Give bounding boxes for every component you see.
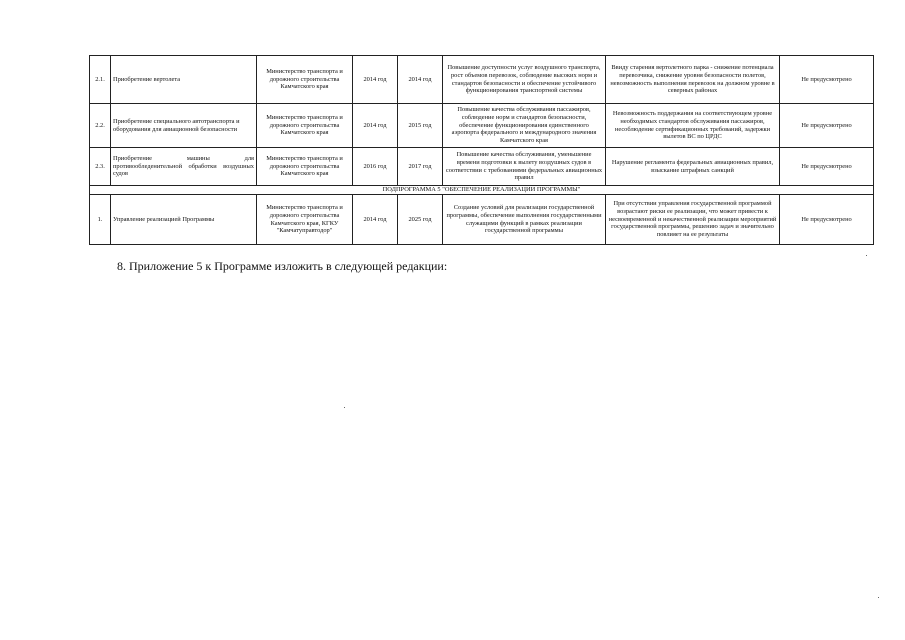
activity-name: Приобретение вертолета xyxy=(111,56,257,104)
end-year: 2025 год xyxy=(398,195,443,245)
scan-speck xyxy=(878,597,879,598)
section-heading: 8. Приложение 5 к Программе изложить в следующей редакции: xyxy=(117,259,448,273)
scan-speck xyxy=(866,255,867,256)
consequence: Ввиду старения вертолетного парка - снижение потенциала перевозчика, снижение уровня безопасности полетов, невозможность выполнения перевозок на должном уровне в северных районах xyxy=(606,56,780,104)
end-year: 2017 год xyxy=(398,148,443,186)
consequence: Невозможность поддержания на соответствующем уровне необходимых стандартов обслуживания пассажиров, несоблюдение сертификационных требований, задержки вылетов ВС по ЦРДС xyxy=(606,104,780,148)
start-year: 2014 год xyxy=(353,195,398,245)
activities-table xyxy=(89,55,874,245)
table-row xyxy=(90,56,874,104)
indicator-link: Не предусмотрено xyxy=(780,104,874,148)
program-activities-table xyxy=(89,55,873,245)
end-year: 2014 год xyxy=(398,56,443,104)
consequence: При отсутствии управления государственной программой возрастают риски ее реализации, что может привести к несвоевременной и некачественной реализации мероприятий государственной программы, решению задач и значительно повлияет на ее результаты xyxy=(606,195,780,245)
indicator-link: Не предусмотрено xyxy=(780,148,874,186)
end-year: 2015 год xyxy=(398,104,443,148)
executor: Министерство транспорта и дорожного строительства Камчатского края xyxy=(257,148,353,186)
scan-speck xyxy=(344,407,345,408)
table-row xyxy=(90,104,874,148)
consequence: Нарушение регламента федеральных авиационных правил, взыскание штрафных санкций xyxy=(606,148,780,186)
row-number: 2.2. xyxy=(90,104,111,148)
activity-name: Приобретение специального автотранспорта и оборудования для авиационной безопасности xyxy=(111,104,257,148)
subprogram-title: ПОДПРОГРАММА 5 "ОБЕСПЕЧЕНИЕ РЕАЛИЗАЦИИ ПРОГРАММЫ" xyxy=(90,186,874,195)
executor: Министерство транспорта и дорожного строительства Камчатского края xyxy=(257,104,353,148)
expected-result: Создание условий для реализации государственной программы, обеспечение выполнения государственными служащими функций в рамках реализации государственной программы xyxy=(443,195,606,245)
expected-result: Повышение качества обслуживания, уменьшение времени подготовки к вылету воздушных судов в соответствии с требованиями федеральных авиационных правил xyxy=(443,148,606,186)
activity-name: Управление реализацией Программы xyxy=(111,195,257,245)
executor: Министерство транспорта и дорожного строительства Камчатского края xyxy=(257,56,353,104)
expected-result: Повышение доступности услуг воздушного транспорта, рост объемов перевозок, соблюдение высоких норм и стандартов безопасности и обеспечение устойчивого функционирования транспортной системы xyxy=(443,56,606,104)
indicator-link: Не предусмотрено xyxy=(780,56,874,104)
table-row xyxy=(90,195,874,245)
start-year: 2016 год xyxy=(353,148,398,186)
row-number: 1. xyxy=(90,195,111,245)
indicator-link: Не предусмотрено xyxy=(780,195,874,245)
expected-result: Повышение качества обслуживания пассажиров, соблюдение норм и стандартов безопасности, обеспечение функционирования единственного аэропорта федерального и международного значения Камчатского края xyxy=(443,104,606,148)
start-year: 2014 год xyxy=(353,104,398,148)
executor: Министерство транспорта и дорожного строительства Камчатского края, КГКУ "Камчатуправтодор" xyxy=(257,195,353,245)
start-year: 2014 год xyxy=(353,56,398,104)
table-row xyxy=(90,148,874,186)
row-number: 2.1. xyxy=(90,56,111,104)
row-number: 2.3. xyxy=(90,148,111,186)
subprogram-row xyxy=(90,186,874,195)
activity-name: Приобретение машины для противообледенительной обработки воздушных судов xyxy=(111,148,257,186)
